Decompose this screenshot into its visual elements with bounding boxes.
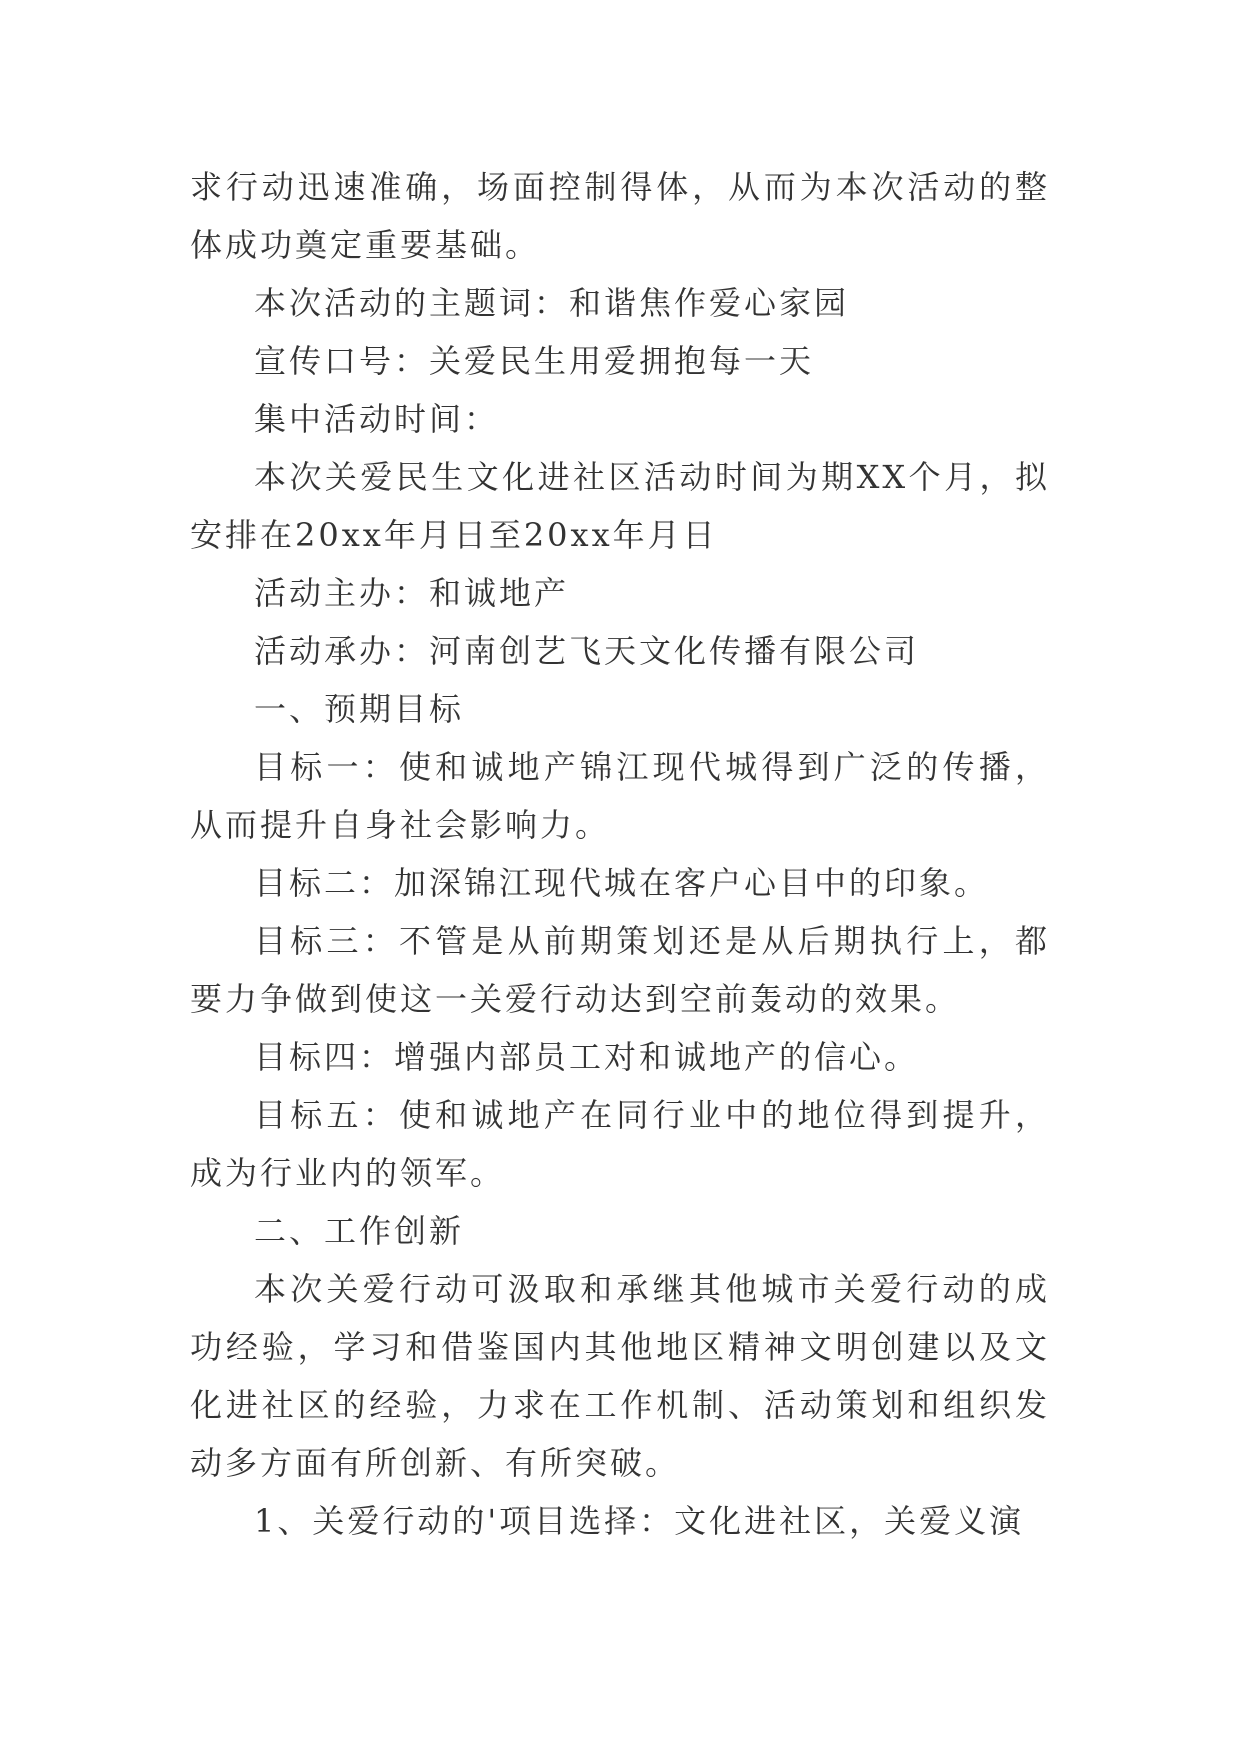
paragraph-goal-4: 目标四：增强内部员工对和诚地产的信心。: [254, 1038, 920, 1076]
paragraph-theme: 本次活动的主题词：和谐焦作爱心家园: [254, 284, 850, 322]
paragraph-project-selection: 1、关爱行动的'项目选择：文化进社区，关爱义演: [254, 1502, 1025, 1540]
paragraph-time-detail: 本次关爱民生文化进社区活动时间为期XX个月，拟安排在20xx年月日至20xx年月日: [190, 458, 1050, 554]
section-heading-innovation: 二、工作创新: [254, 1212, 465, 1250]
paragraph-goal-2: 目标二：加深锦江现代城在客户心目中的印象。: [254, 864, 990, 902]
paragraph-organizer: 活动主办：和诚地产: [254, 574, 570, 612]
paragraph-continuation: 求行动迅速准确，场面控制得体，从而为本次活动的整体成功奠定重要基础。: [190, 168, 1050, 264]
paragraph-goal-5: 目标五：使和诚地产在同行业中的地位得到提升，成为行业内的领军。: [190, 1096, 1050, 1192]
paragraph-goal-3: 目标三：不管是从前期策划还是从后期执行上，都要力争做到使这一关爱行动达到空前轰动的效果。: [190, 922, 1050, 1018]
paragraph-innovation: 本次关爱行动可汲取和承继其他城市关爱行动的成功经验，学习和借鉴国内其他地区精神文明创建以及文化进社区的经验，力求在工作机制、活动策划和组织发动多方面有所创新、有所突破。: [190, 1270, 1050, 1482]
paragraph-goal-1: 目标一：使和诚地产锦江现代城得到广泛的传播，从而提升自身社会影响力。: [190, 748, 1050, 844]
paragraph-time-heading: 集中活动时间：: [254, 400, 500, 438]
paragraph-slogan: 宣传口号：关爱民生用爱拥抱每一天: [254, 342, 815, 380]
section-heading-goals: 一、预期目标: [254, 690, 465, 728]
document-body: [190, 158, 1050, 1550]
paragraph-contractor: 活动承办：河南创艺飞天文化传播有限公司: [254, 632, 920, 670]
